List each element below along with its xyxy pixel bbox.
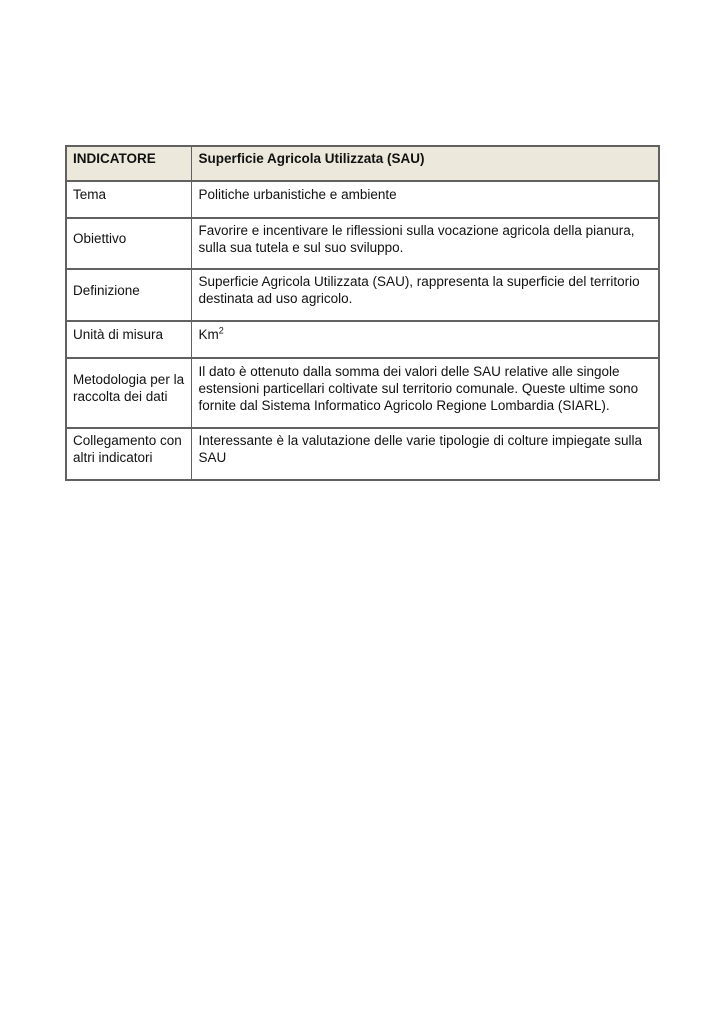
- row-value-obiettivo: Favorire e incentivare le riflessioni sulla vocazione agricola della pianura, sulla sua tutela e sul suo sviluppo.: [192, 218, 659, 269]
- row-label-metodologia: Metodologia per la raccolta dei dati: [66, 358, 192, 428]
- table-row-obiettivo: [66, 218, 659, 269]
- header-label-cell: INDICATORE: [66, 146, 192, 181]
- row-value-metodologia: Il dato è ottenuto dalla somma dei valori delle SAU relative alle singole estensioni particellari coltivate sul territorio comunale. Queste ultime sono fornite dal Sistema Informatico Agricolo Regione Lombardia (SIARL).: [192, 358, 659, 428]
- row-value-definizione: Superficie Agricola Utilizzata (SAU), rappresenta la superficie del territorio destinata ad uso agricolo.: [192, 269, 659, 321]
- unit-base: Km: [198, 327, 219, 342]
- row-label-tema: Tema: [66, 181, 192, 218]
- row-label-obiettivo: Obiettivo: [66, 218, 192, 269]
- table-row-definizione: [66, 269, 659, 321]
- unit-exponent: 2: [218, 325, 224, 336]
- table-header-row: [66, 146, 659, 181]
- table-row-unita-di-misura: [66, 321, 659, 358]
- row-value-collegamento: Interessante è la valutazione delle varie tipologie di colture impiegate sulla SAU: [192, 428, 659, 480]
- row-value-unita-di-misura: [192, 321, 659, 358]
- row-label-unita-di-misura: Unità di misura: [66, 321, 192, 358]
- row-value-tema: Politiche urbanistiche e ambiente: [192, 181, 659, 218]
- row-label-definizione: Definizione: [66, 269, 192, 321]
- header-value-cell: Superficie Agricola Utilizzata (SAU): [192, 146, 659, 181]
- indicator-table: [65, 145, 660, 481]
- table-row-metodologia: [66, 358, 659, 428]
- row-label-collegamento: Collegamento con altri indicatori: [66, 428, 192, 480]
- table-row-tema: [66, 181, 659, 218]
- table-row-collegamento: [66, 428, 659, 480]
